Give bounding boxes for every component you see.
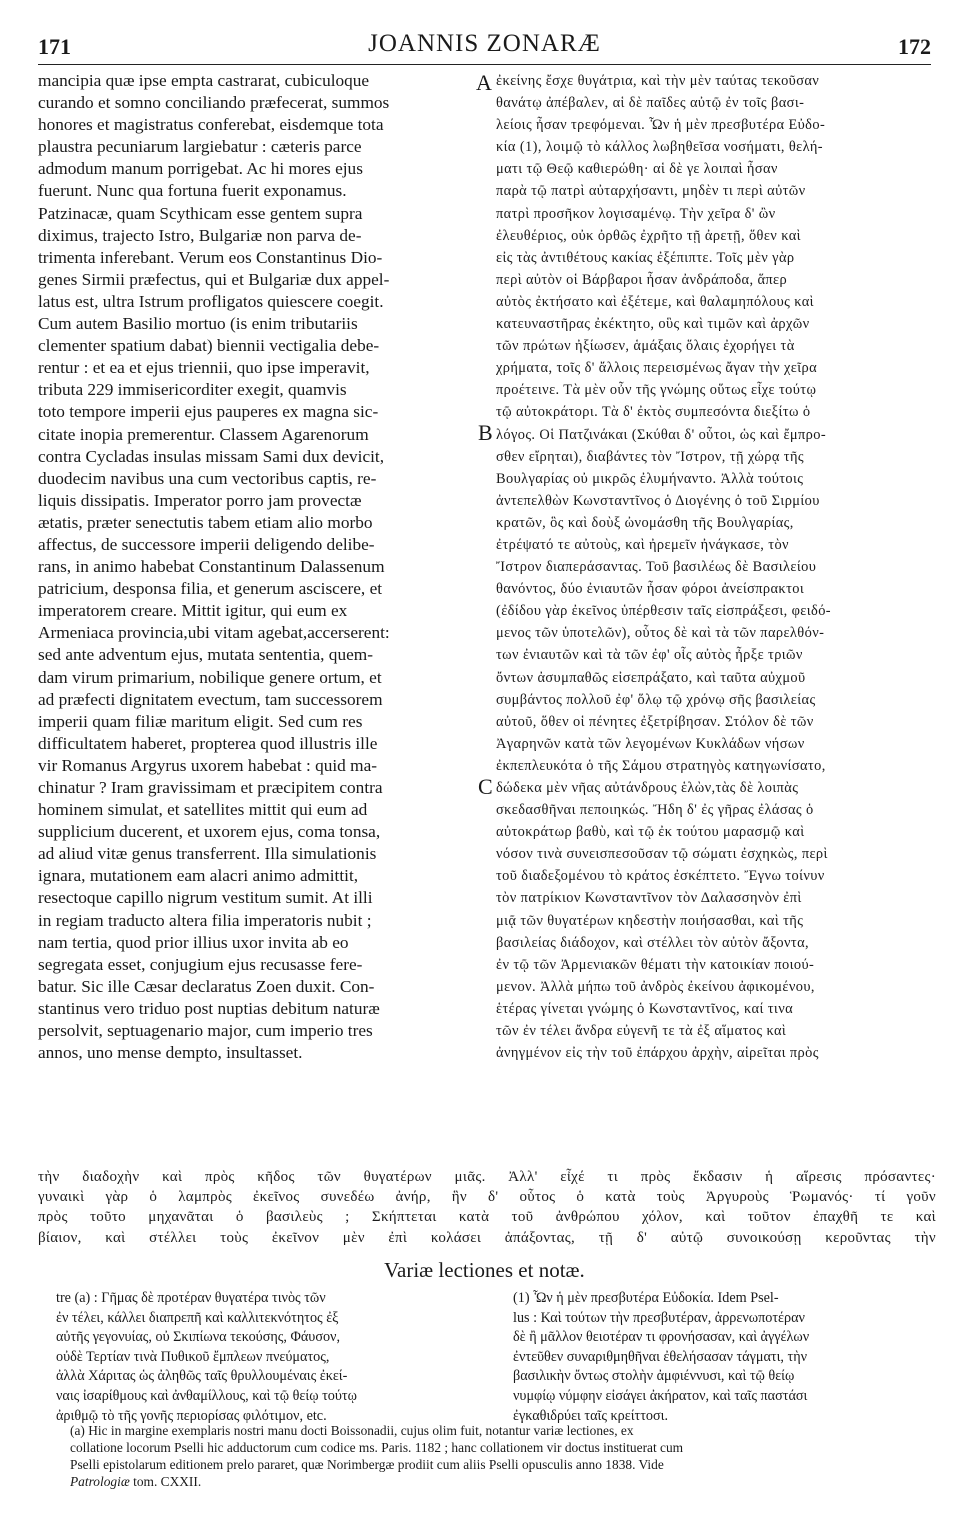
greek-text-line: ἀντεπελθὼν Κωνσταντῖνος ὁ Διογένης ὁ τοῦ Σιρμίου (496, 492, 820, 509)
note-line: βασιλικὴν ὄντως στολὴν ἀμφιέννυσι, καὶ τῷ θείῳ (513, 1368, 795, 1385)
footnote-italic: Patrologiæ (70, 1474, 130, 1489)
greek-text-line: τῶν ἐν τέλει ἄνδρα εὐγενῆ τε τὰ ἐξ αἵματος καὶ (496, 1023, 787, 1040)
greek-text-line: πατρὶ προσῆκον λογισαμένῳ. Τὴν χεῖρα δ' ὢν (496, 205, 776, 222)
margin-marker-b: B (478, 420, 493, 445)
latin-text-line: ad aliud vitæ genus transferrent. Illa simulationis (38, 844, 377, 864)
footnote-line: (a) Hic in margine exemplaris nostri manu docti Boissonadii, cujus olim fuit, notantur variæ lectiones, ex (70, 1423, 634, 1438)
running-title: JOANNIS ZONARÆ (368, 30, 601, 57)
latin-text-line: resectoque capillo nigrum vestitum sumit. At illi (38, 888, 373, 908)
latin-text-line: in regiam traducto altera filia imperatoris nubit ; (38, 910, 372, 930)
latin-column (38, 70, 476, 1064)
greek-text-line: σκεδασθῆναι πεποιηκώς. Ἤδη δ' ἐς γῆρας ἐλάσας ὁ (496, 802, 814, 819)
footnote-line (70, 1473, 936, 1490)
greek-text-line: αὐτὸς ἐκτήσατο καὶ ἐξέτεμε, καὶ θαλαμηπόλους καὶ (496, 293, 814, 310)
greek-text-line: ἑτέρας γίνεται γνώμης ὁ Κωνσταντῖνος, καί τινα (496, 1000, 794, 1017)
greek-text-line: θανάτῳ ἀπέβαλεν, αἱ δὲ παῖδες αὐτῷ ἐν τοῖς βασι- (496, 95, 805, 112)
note-line: ἀριθμῷ τὸ τῆς γονῆς περιορίσας φιλότιμον, etc. (56, 1407, 327, 1424)
full-width-text-line: βίαιον, καὶ στέλλει τοὺς ἐκεῖνον μὲν ἐπὶ κολάσει ἀπάξοντας, τῇ δ' αὐτῷ συνοικούσῃ κεροῦντας τὴν (38, 1229, 936, 1246)
note-line: αὐτῆς γεγονυίας, οὐ Σκιπίωνα τεκούσης, Φάυσον, (56, 1329, 341, 1346)
greek-text-line: μενον. Ἀλλὰ μήπω τοῦ ἀνδρὸς ἐκείνου ἀφικομένου, (496, 978, 815, 995)
latin-text-line: supplicium ducerent, et uxorem ejus, coma tonsa, (38, 822, 381, 842)
latin-text-line: honores et magistratus conferebat, eisdemque tota (38, 115, 384, 135)
latin-text-line: segregata esset, conjugium ejus recusasse fere- (38, 954, 363, 974)
greek-text-line: ἐκπεπλευκότα ὁ τῆς Σάμου στρατηγὸς κατηγωνίσατο, (496, 757, 826, 774)
greek-text-line: νόσον τινὰ συνεισπεσοῦσαν τῷ σώματι ἐσχηκὼς, περὶ (496, 846, 828, 863)
greek-column (496, 70, 936, 1064)
footnote-line: Pselli epistolarum editionem prelo pararet, quæ Norimbergæ prodiit cum aliis Pselli opusculis anno 1838. Vide (70, 1457, 664, 1472)
greek-text-line: τῷ αὐτοκράτορι. Τὰ δ' ἐκτὸς συμπεσόντα διεξίτω ὁ (496, 404, 811, 421)
latin-text-line: hominem simulat, et satellites mittit qui eum ad (38, 800, 368, 820)
note-line: νυμφίῳ νύμφην εἰσάγει ἀκήρατον, καὶ ταῖς παστάσι (513, 1387, 808, 1404)
greek-text-line: τὸν πατρίκιον Κωνσταντῖνον τὸν Δαλασσηνὸν ἐπὶ (496, 890, 802, 907)
greek-text-line: προέτεινε. Τὰ μὲν οὖν τῆς γνώμης οὕτως εἶχε τούτῳ (496, 382, 817, 399)
latin-text-line: citate inopia premerentur. Classem Agarenorum (38, 424, 369, 444)
latin-text-line: admodum manum porrigebat. Ac hi mores ejus (38, 159, 363, 179)
greek-text-line: Βουλγαρίας οὐ μικρῶς ἐλυμήναντο. Ἀλλὰ τούτοις (496, 470, 804, 487)
latin-text-line: Cum autem Basilio mortuo (is enim tributariis (38, 314, 358, 334)
greek-text-line: ἀνηγμένον εἰς τὴν τοῦ ἐπάρχου ἀρχὴν, αἱρεῖται πρὸς (496, 1045, 819, 1062)
latin-text-line: fuerunt. Nunc qua fortuna fuerit exponamus. (38, 181, 347, 201)
running-header (38, 30, 931, 66)
latin-text-line: toto tempore imperii ejus pauperes ex magna sic- (38, 402, 379, 422)
greek-text-line: μενος τῶν ὑποτελῶν), οὗτος δὲ καὶ τὰ τῶν παρελθόν- (496, 625, 825, 642)
note-line: (1) Ὧν ἡ μὲν πρεσβυτέρα Εὐδοκία. Idem Psel- (513, 1290, 779, 1306)
note-line: ἐν τέλει, κάλλει διαπρεπῆ καὶ καλλιτεκνότητος ἐξ (56, 1309, 339, 1326)
latin-text-line: tributa 229 immisericorditer exegit, quamvis (38, 380, 347, 400)
notes-left-column (56, 1289, 476, 1426)
greek-text-line: τῶν πρώτων ἠξίωσεν, ἁμάξαις ὅλαις ἐχορήγει τὰ (496, 338, 795, 355)
latin-text-line: genes Sirmii præfectus, qui et Bulgariæ dux appel- (38, 269, 390, 289)
greek-text-line: τοῦ διαδεξομένου τὸ κράτος ἐσκέπτετο. Ἔγνω τοίνυν (496, 868, 825, 885)
greek-text-line: Ἴστρον διαπεράσαντας. Τοῦ βασιλέως δὲ Βασιλείου (496, 559, 817, 576)
greek-text-line: ἐλευθέριος, οὐκ ὀρθῶς ἐχρῆτο τῇ ἀρετῇ, ὅθεν καὶ (496, 227, 801, 244)
greek-text-line: ὄντων ἀσυμπαθῶς εἰσεπράξατο, καὶ ταῦτα αὐχμοῦ (496, 669, 806, 686)
greek-text-line: λείοις ἦσαν τρεφόμεναι. Ὧν ἡ μὲν πρεσβυτέρα Εὐδο- (496, 117, 826, 134)
greek-text-line: ἐτρέψατό τε αὐτοὺς, καὶ ἠρεμεῖν ἠνάγκασε, τὸν (496, 536, 789, 553)
full-width-greek (38, 1167, 936, 1248)
greek-text-line: λόγος. Οἱ Πατζινάκαι (Σκύθαι δ' οὗτοι, ὡς καὶ ἔμπρο- (496, 426, 827, 443)
full-width-text-line: τὴν διαδοχὴν καὶ πρὸς κῆδος τῶν θυγατέρων μιᾶς. Ἀλλ' εἶχέ τι πρὸς ἔκδασιν ἡ αἵρεσις πρόσαντες· (38, 1169, 936, 1185)
latin-text-line: Patzinacæ, quam Scythicam esse gentem supra (38, 203, 363, 223)
note-line: ναις ἰσαρίθμους καὶ ἀνθαμίλλους, καὶ τῷ θείῳ τούτῳ (56, 1387, 357, 1404)
greek-text-line: εἰς τὰς ἀντιθέτους κακίας ἐξέπιπτε. Τοῖς μὲν γὰρ (496, 249, 795, 266)
footnote-tail: tom. CXXII. (129, 1474, 202, 1489)
header-rule (38, 64, 931, 65)
note-line: lus : Καὶ τούτων τὴν πρεσβυτέραν, ἀρρενωποτέραν (513, 1309, 805, 1326)
latin-text-line: clementer spatium dabat) biennii vectigalia debe- (38, 336, 380, 356)
latin-text-line: ignara, mutationem eam alacri animo admittit, (38, 866, 359, 886)
greek-text-line: θανόντος, δύο ἐνιαυτῶν ἦσαν φόροι ἀνείσπρακτοι (496, 581, 805, 598)
latin-text-line: sed ante adventum ejus, mutata sententia, quem- (38, 645, 373, 665)
greek-text-line: παρὰ τῷ πατρὶ αὐταρχήσαντι, μηδὲν τι περὶ αὐτῶν (496, 183, 806, 200)
latin-text-line: batur. Sic ille Cæsar declaratus Zoen duxit. Con- (38, 976, 375, 996)
greek-text-line: αὐτοκράτωρ βαθὺ, καὶ τῷ ἐκ τούτου μαρασμῷ καὶ (496, 824, 805, 841)
greek-text-line: κρατῶν, ὃς καὶ δοὺξ ὠνομάσθη τῆς Βουλγαρίας, (496, 514, 794, 531)
note-line: ἐγκαθιδρύει ταῖς κρείττοσι. (513, 1407, 669, 1424)
latin-text-line: ad præfecti dignitatem evectum, tam successorem (38, 689, 383, 709)
latin-text-line: chinatur ? Iram gravissimam et præcipitem contra (38, 778, 383, 797)
note-line: ἀλλὰ Χάριτας ὡς ἀληθῶς ταῖς θρυλλουμέναις ἐκεί- (56, 1368, 348, 1385)
latin-text-line: persolvit, septuagenario major, cum imperio tres (38, 1021, 373, 1041)
latin-text-line: vir Romanus Argyrus uxorem habebat : quid ma- (38, 755, 378, 775)
latin-text-line: imperii quam filiæ maritum eligit. Sed cum res (38, 711, 363, 731)
greek-text-line: σθεν εἴρηται), διαβάντες τὸν Ἴστρον, τῇ χώρᾳ τῆς (496, 448, 804, 465)
greek-text-line: κατευναστῆρας ἐκέκτητο, οὓς καὶ τιμῶν καὶ ἀρχῶν (496, 316, 810, 333)
latin-text-line: curando et somno conciliando præfecerat, summos (38, 93, 390, 113)
latin-text-line: diximus, trajecto Istro, Bulgariæ non parva de- (38, 225, 362, 245)
page-number-right: 172 (898, 34, 931, 59)
notes-right-column (513, 1289, 935, 1426)
latin-text-line: plaustra pecuniarum largiebatur : cæteris parce (38, 137, 362, 157)
page-number-left: 171 (38, 34, 71, 59)
full-width-text-line: πρὸς τοῦτο μηχανᾶται ὁ βασιλεὺς ; Σκήπτεται κατὰ τοῦ ἀνθρώπου χόλον, καὶ τοῦτον ἐπαχθῆ τε καὶ (38, 1209, 936, 1226)
latin-text-line: nam tertia, quod prior illius uxor invita ab eo (38, 932, 349, 952)
note-line: ἐντεῦθεν συναριθμηθῆναι ἐθελήσασαν τάγματι, τὴν (513, 1348, 808, 1365)
latin-text-line: stantinus vero triduo post nuptias debitum naturæ (38, 998, 380, 1018)
latin-text-line: rentur : et ea et ejus triennii, quo ipse imperavit, (38, 358, 370, 378)
greek-text-line: δώδεκα μὲν νῆας αὐτάνδρους ἑλὼν,τὰς δὲ λοιπὰς (496, 780, 799, 796)
latin-text-line: imperatorem creare. Mittit igitur, qui eum ex (38, 601, 348, 621)
latin-text-line: difficultatem haberet, propterea quod illustris ille (38, 733, 378, 753)
latin-text-line: dam virum primarium, nobilique genere ortum, et (38, 667, 382, 687)
latin-text-line: liquis dissipatis. Imperator porro jam provectæ (38, 490, 362, 510)
margin-marker-c: C (478, 774, 493, 799)
variae-lectiones-title: Variæ lectiones et notæ. (384, 1258, 585, 1282)
footnote (70, 1422, 936, 1490)
note-line: οὐδὲ Τερτίαν τινὰ Πυθικοῦ ἔμπλεων πνεύματος, (56, 1348, 330, 1365)
greek-text-line: ἐκείνης ἔσχε θυγάτρια, καὶ τὴν μὲν ταύτας τεκοῦσαν (496, 73, 820, 89)
greek-text-line: αὐτοῦ, ὅθεν οἱ πένητες ἐξετρίβησαν. Στόλον δὲ τῶν (496, 713, 814, 730)
greek-text-line: ἐν τῷ τῶν Ἀρμενιακῶν θέματι τὴν κατοικίαν ποιού- (496, 956, 815, 973)
latin-text-line: rans, in animo habebat Constantinum Dalassenum (38, 557, 385, 577)
greek-text-line: βασιλείας διάδοχον, καὶ στέλλει τὸν αὐτὸν ἄξοντα, (496, 934, 810, 951)
greek-text-line: περὶ αὐτὸν οἱ Βάρβαροι ἦσαν ἀνδράποδα, ἅπερ (496, 271, 788, 288)
greek-text-line: (ἐδίδου γὰρ ἐκεῖνος ὑπέρθεσιν ταῖς εἰσπράξεσι, φειδό- (496, 603, 831, 620)
latin-text-line: patricium, desponsa filia, et generum asciscere, et (38, 579, 383, 599)
greek-text-line: συμβάντος πολλοῦ ἐφ' ὅλῳ τῷ χρόνῳ σῆς βασιλείας (496, 691, 816, 708)
latin-text-line: Armeniaca provincia,ubi vitam agebat,accerserent: (38, 623, 390, 643)
latin-text-line: ætatis, præter senectutis tabem etiam alio morbo (38, 512, 373, 532)
latin-text-line: trimenta inferebant. Verum eos Constantinus Dio- (38, 247, 383, 267)
margin-marker-a: A (476, 70, 492, 95)
note-line: δὲ ἢ μᾶλλον θειοτέραν τι φρονήσασαν, καὶ ἀγγέλων (513, 1329, 810, 1346)
greek-text-line: κία (1), λοιμῷ τὸ κάλλος λωβηθεῖσα νοσήματι, θελή- (496, 139, 823, 156)
note-line: tre (a) : Γῆμας δὲ προτέραν θυγατέρα τινὸς τῶν (56, 1290, 326, 1306)
latin-text-line: latus est, ultra Istrum profligatos quiescere coegit. (38, 291, 384, 311)
greek-text-line: μιᾷ τῶν θυγατέρων κηδεστὴν ποιήσασθαι, καὶ τῆς (496, 912, 804, 929)
latin-text-line: annos, uno mense dempto, insultasset. (38, 1043, 303, 1063)
greek-text-line: Ἀγαρηνῶν κατὰ τῶν λεγομένων Κυκλάδων νήσων (496, 735, 805, 752)
latin-text-line: duodecim navibus una cum vectoribus captis, re- (38, 468, 377, 488)
greek-text-line: χρήματα, τοῖς δ' ἄλλοις περεισμένως ἄγαν τὴν χεῖρα (496, 360, 818, 377)
latin-text-line: affectus, de successore imperii deligendo delibe- (38, 534, 375, 554)
greek-text-line: ματι τῷ Θεῷ καθιερώθη· αἱ δὲ γε λοιπαὶ ἦσαν (496, 161, 778, 178)
latin-text-line: mancipia quæ ipse empta castrarat, cubiculoque (38, 71, 370, 90)
full-width-text-line: γυναικὶ γὰρ ὁ λαμπρὸς ἐκεῖνος συνεδέω ἀνήρ, ἣν δ' οὗτος ὁ κατὰ τοὺς Ἀργυροὺς Ῥωμανός· τί γοῦν (38, 1189, 936, 1206)
latin-text-line: contra Cycladas insulas missam Sami dux devicit, (38, 446, 385, 466)
greek-text-line: των ἐνιαυτῶν καὶ τὰ τῶν ἐφ' οἷς αὐτὸς ἦρξε τριῶν (496, 647, 803, 664)
footnote-line: collatione locorum Pselli hic adductorum cum codice ms. Paris. 1182 ; hanc collationem vir doctus instituerat cum (70, 1440, 684, 1455)
